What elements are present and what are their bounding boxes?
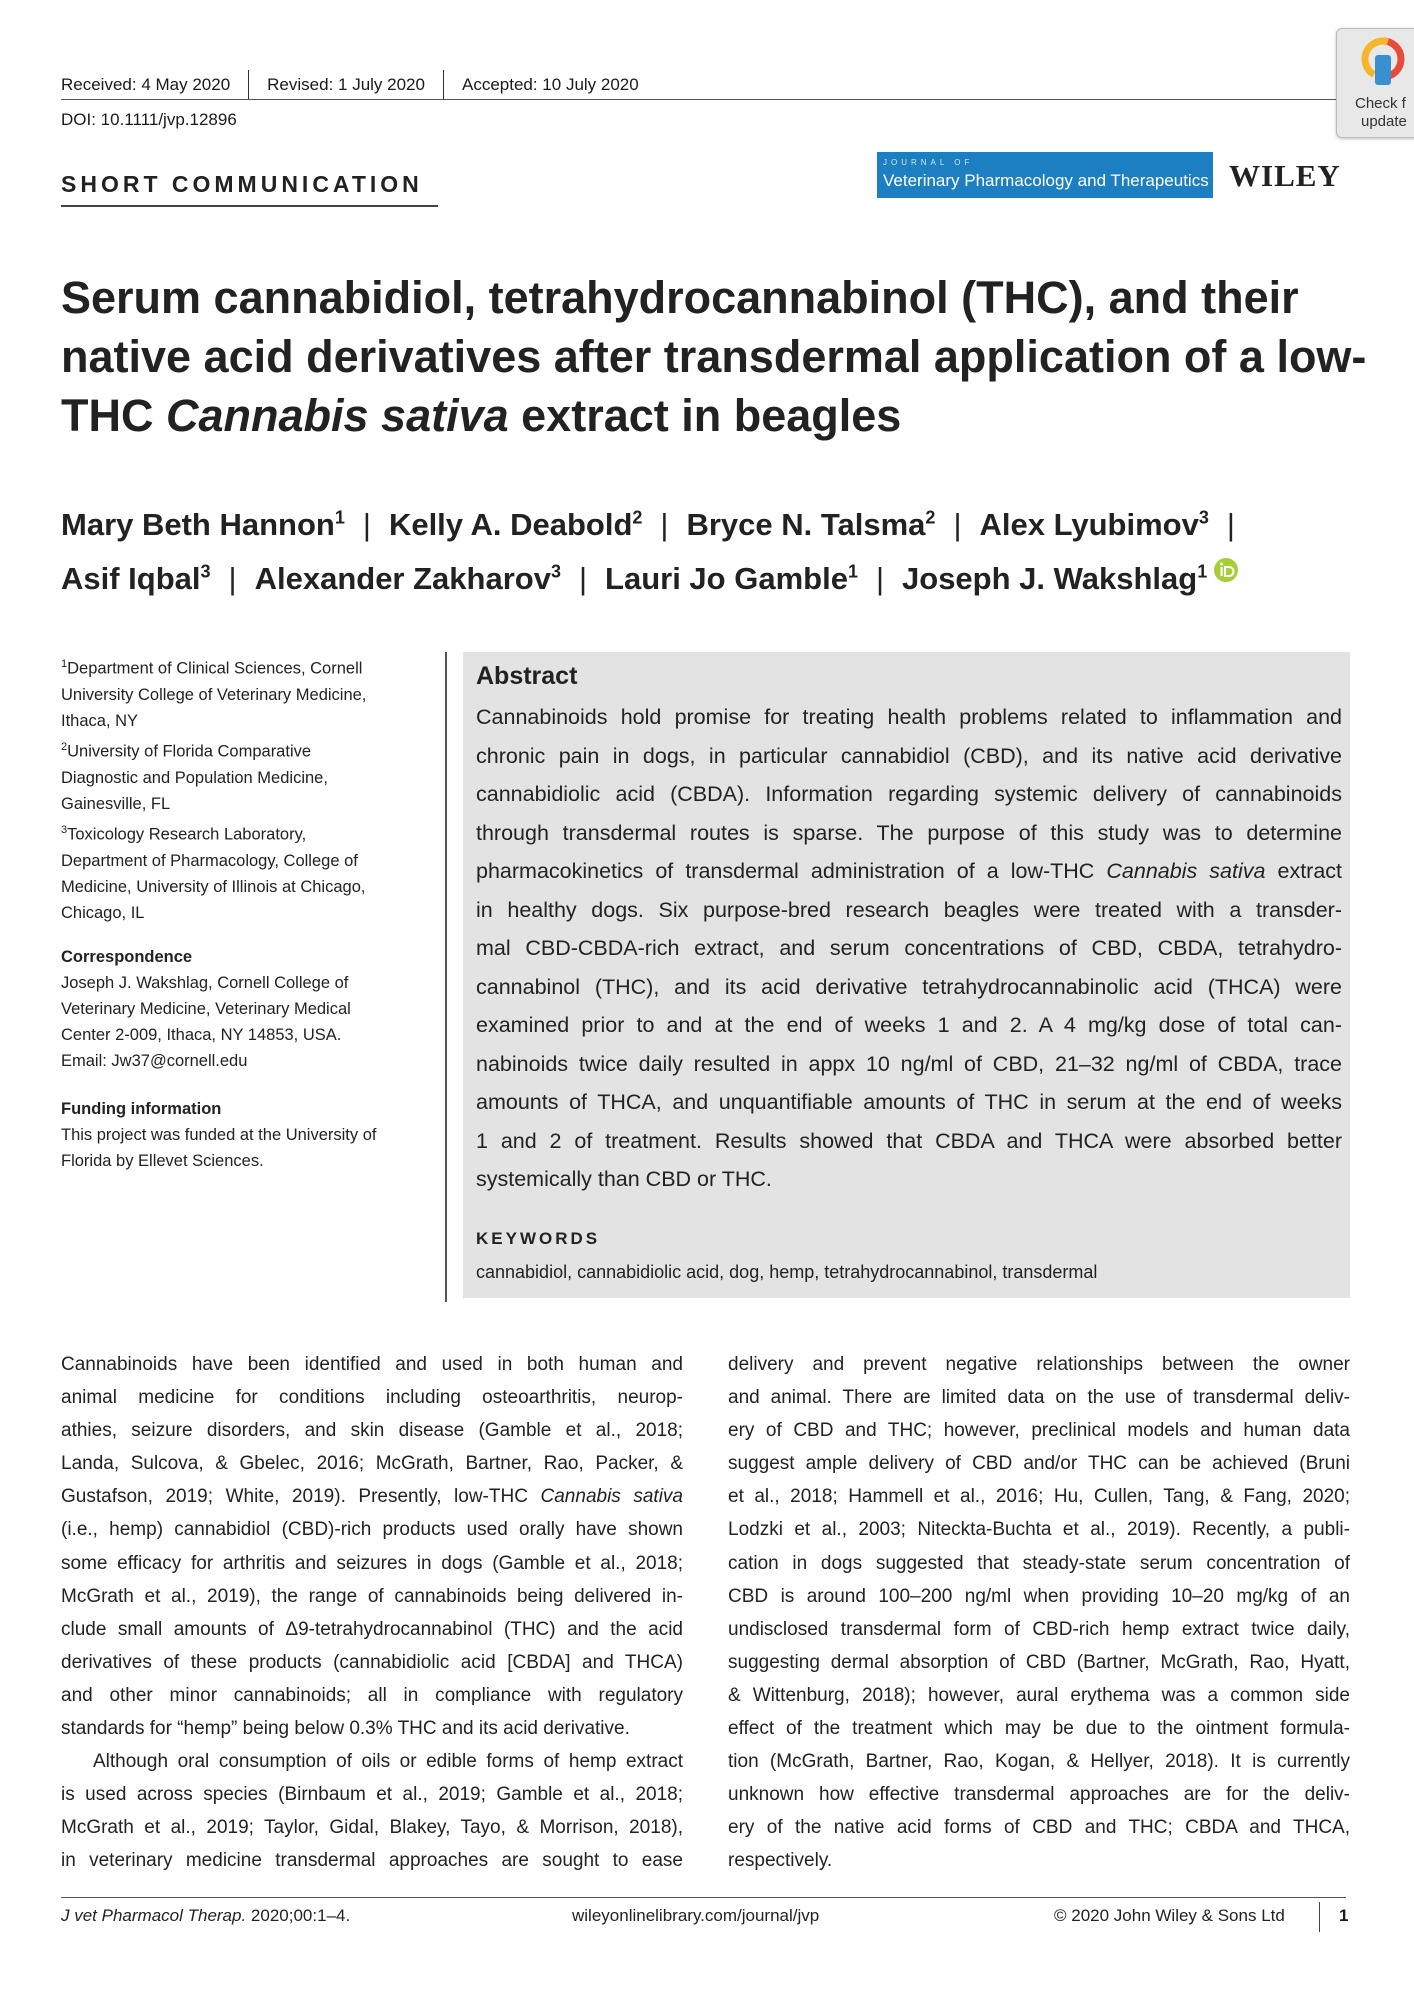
title-text: THC (61, 390, 166, 441)
author-name[interactable]: Joseph J. Wakshlag$^1$ (902, 560, 1208, 596)
author-name[interactable]: Kelly A. Deabold$^2$ (388, 507, 643, 543)
received-date: Received: 4 May 2020 (61, 75, 231, 94)
title-text: extract in beagles (508, 390, 902, 441)
affiliation-2: $^2$University of Florida Comparative Diagnostic and Population Medicine, Gainesville, FL (61, 741, 328, 813)
author-separator: | (875, 560, 885, 596)
author-row-2 (61, 548, 1253, 601)
keywords-heading: KEYWORDS (476, 1229, 601, 1248)
article-title (61, 268, 1367, 445)
author-name[interactable]: Asif Iqbal$^3$ (61, 560, 211, 596)
correspondence: Correspondence Joseph J. Wakshlag, Cornell College of Veterinary Medicine, Veterinary Medical Center 2-009, Ithaca, NY 14853, USA. Email: Jw37@cornell.edu (61, 944, 433, 1074)
title-line-2: native acid derivatives after transdermal application of a low- (61, 331, 1367, 382)
author-separator: | (953, 507, 962, 543)
funding-information: Funding information This project was funded at the University of Florida by Ellevet Sciences. (61, 1096, 433, 1174)
accepted-date: Accepted: 10 July 2020 (443, 70, 657, 100)
author-separator: | (660, 507, 669, 543)
affiliation-3: $^3$Toxicology Research Laboratory, Department of Pharmacology, College of Medicine, University of Illinois at Chicago, Chicago, IL (61, 824, 366, 922)
footer-separator (1319, 1902, 1320, 1932)
funding-heading: Funding information (61, 1100, 222, 1118)
check-updates-text-1: Check f (1355, 95, 1406, 112)
author-name[interactable]: Alex Lyubimov$^3$ (979, 507, 1209, 543)
footer-citation: J vet Pharmacol Therap. 2020;00:1–4. (61, 1906, 351, 1925)
publisher-logo[interactable]: WILEY (1229, 158, 1341, 193)
author-row-1 (61, 495, 1253, 548)
body-column-right: delivery and prevent negative relationships between the owner and animal. There are limited data on the use of transdermal deliv- ery of CBD and THC; however, preclinical models and human data suggest ample delivery of CBD and/or THC can be achieved (Bruni et al., 2018; Hammell et al., 2016; Hu, Cullen, Tang, & Fang, 2020; Lodzki et al., 2003; Niteckta-Buchta et al., 2019). Recently, a publi- cation in dogs suggested that steady-state serum concentration of CBD is around 100–200 ng/ml when providing 10–20 mg/kg of an undisclosed transdermal form of CBD-rich hemp extract twice daily, suggesting dermal absorption of CBD (Bartner, McGrath, Rao, Hyatt, & Wittenburg, 2018); however, aural erythema was a common side effect of the treatment which may be due to the ointment formula- tion (McGrath, Bartner, Rao, Kogan, & Hellyer, 2018). It is currently unknown how effective transdermal approaches are for the deliv- ery of the native acid forms of CBD and THC; CBDA and THCA, respectively. (728, 1354, 1350, 1872)
footer-copyright: © 2020 John Wiley & Sons Ltd (1054, 1906, 1285, 1925)
article-dates (61, 70, 657, 100)
author-list (61, 495, 1253, 602)
body-line-with-italic: Gustafson, 2019; White, 2019). Presently, low-THC Cannabis sativa (61, 1486, 683, 1508)
correspondence-heading: Correspondence (61, 948, 193, 966)
affiliation-1: $^1$Department of Clinical Sciences, Cornell University College of Veterinary Medicine, Ithaca, NY (61, 658, 367, 730)
footer-journal-url[interactable]: wileyonlinelibrary.com/journal/jvp (572, 1906, 820, 1925)
header-divider (61, 99, 1346, 100)
author-separator: | (1226, 507, 1235, 543)
correspondence-email[interactable]: Email: Jw37@cornell.edu (61, 1052, 248, 1070)
title-line-3 (61, 386, 1351, 445)
author-name[interactable]: Lauri Jo Gamble$^1$ (605, 560, 858, 596)
journal-logo-name: Veterinary Pharmacology and Therapeutics (883, 171, 1209, 190)
author-name[interactable]: Mary Beth Hannon$^1$ (61, 507, 345, 543)
abstract-box (463, 652, 1350, 1298)
journal-logo-small: JOURNAL OF (883, 158, 974, 167)
body-column-left: Cannabinoids have been identified and used in both human and animal medicine for conditions including osteoarthritis, neurop- athies, seizure disorders, and skin disease (Gamble et al., 2018; Landa, Sulcova, & Gbelec, 2016; McGrath, Bartner, Rao, Packer, & Gustafson, 2019; White, 2019). Presently, low-THC Cannabis sativa (i.e., hemp) cannabidiol (CBD)-rich products used orally have shown some efficacy for arthritis and seizures in dogs (Gamble et al., 2018; McGrath et al., 2019), the range of cannabinoids being delivered in- clude small amounts of Δ9-tetrahydrocannabinol (THC) and the acid derivatives of these products (cannabidiolic acid [CBDA] and THCA) and other minor cannabinoids; all in compliance with regulatory standards for “hemp” being below 0.3% THC and its acid derivative. Although oral consumption of oils or edible forms of hemp extract is used across species (Birnbaum et al., 2019; Gamble et al., 2018; McGrath et al., 2019; Taylor, Gidal, Blakey, Tayo, & Morrison, 2018), in veterinary medicine transdermal approaches are sought to ease (61, 1354, 683, 1872)
check-for-updates-badge[interactable] (1336, 28, 1414, 138)
author-separator: | (578, 560, 588, 596)
section-label-underline (61, 205, 438, 207)
column-divider (445, 652, 447, 1302)
author-separator: | (362, 507, 371, 543)
abstract-heading: Abstract (476, 662, 578, 690)
keywords-list: cannabidiol, cannabidiolic acid, dog, hemp, tetrahydrocannabinol, transdermal (476, 1262, 1098, 1282)
check-updates-icon (1361, 37, 1405, 87)
orcid-icon[interactable] (1213, 550, 1239, 596)
revised-date: Revised: 1 July 2020 (248, 70, 443, 100)
abstract-body: Cannabinoids hold promise for treating health problems related to inflammation and chronic pain in dogs, in particular cannabidiol (CBD), and its native acid derivative cannabidiolic acid (CBDA). Information regarding systemic delivery of cannabinoids through transdermal routes is sparse. The purpose of this study was to determine pharmacokinetics of transdermal administration of a low-THC Cannabis sativa extract in healthy dogs. Six purpose-bred research beagles were treated with a transder- mal CBD-CBDA-rich extract, and serum concentrations of CBD, CBDA, tetrahydro- cannabinol (THC), and its acid derivative tetrahydrocannabinolic acid (THCA) were examined prior to and at the end of weeks 1 and 2. A 4 mg/kg dose of total can- nabinoids twice daily resulted in appx 10 ng/ml of CBD, 21–32 ng/ml of CBDA, trace amounts of THCA, and unquantifiable amounts of THC in serum at the end of weeks 1 and 2 of treatment. Results showed that CBDA and THCA were absorbed better systemically than CBD or THC. (476, 705, 1343, 1191)
journal-logo[interactable] (877, 152, 1213, 198)
footer-divider (61, 1897, 1346, 1898)
title-species: Cannabis sativa (166, 390, 509, 441)
page-number: 1 (1339, 1906, 1349, 1925)
title-line-1: Serum cannabidiol, tetrahydrocannabinol (THC), and their (61, 272, 1299, 323)
author-name[interactable]: Bryce N. Talsma$^2$ (686, 507, 936, 543)
check-updates-text-2: update (1361, 113, 1407, 130)
author-name[interactable]: Alexander Zakharov$^3$ (254, 560, 561, 596)
author-separator: | (228, 560, 237, 596)
doi-link[interactable]: DOI: 10.1111/jvp.12896 (61, 110, 237, 129)
section-label: SHORT COMMUNICATION (61, 171, 423, 197)
